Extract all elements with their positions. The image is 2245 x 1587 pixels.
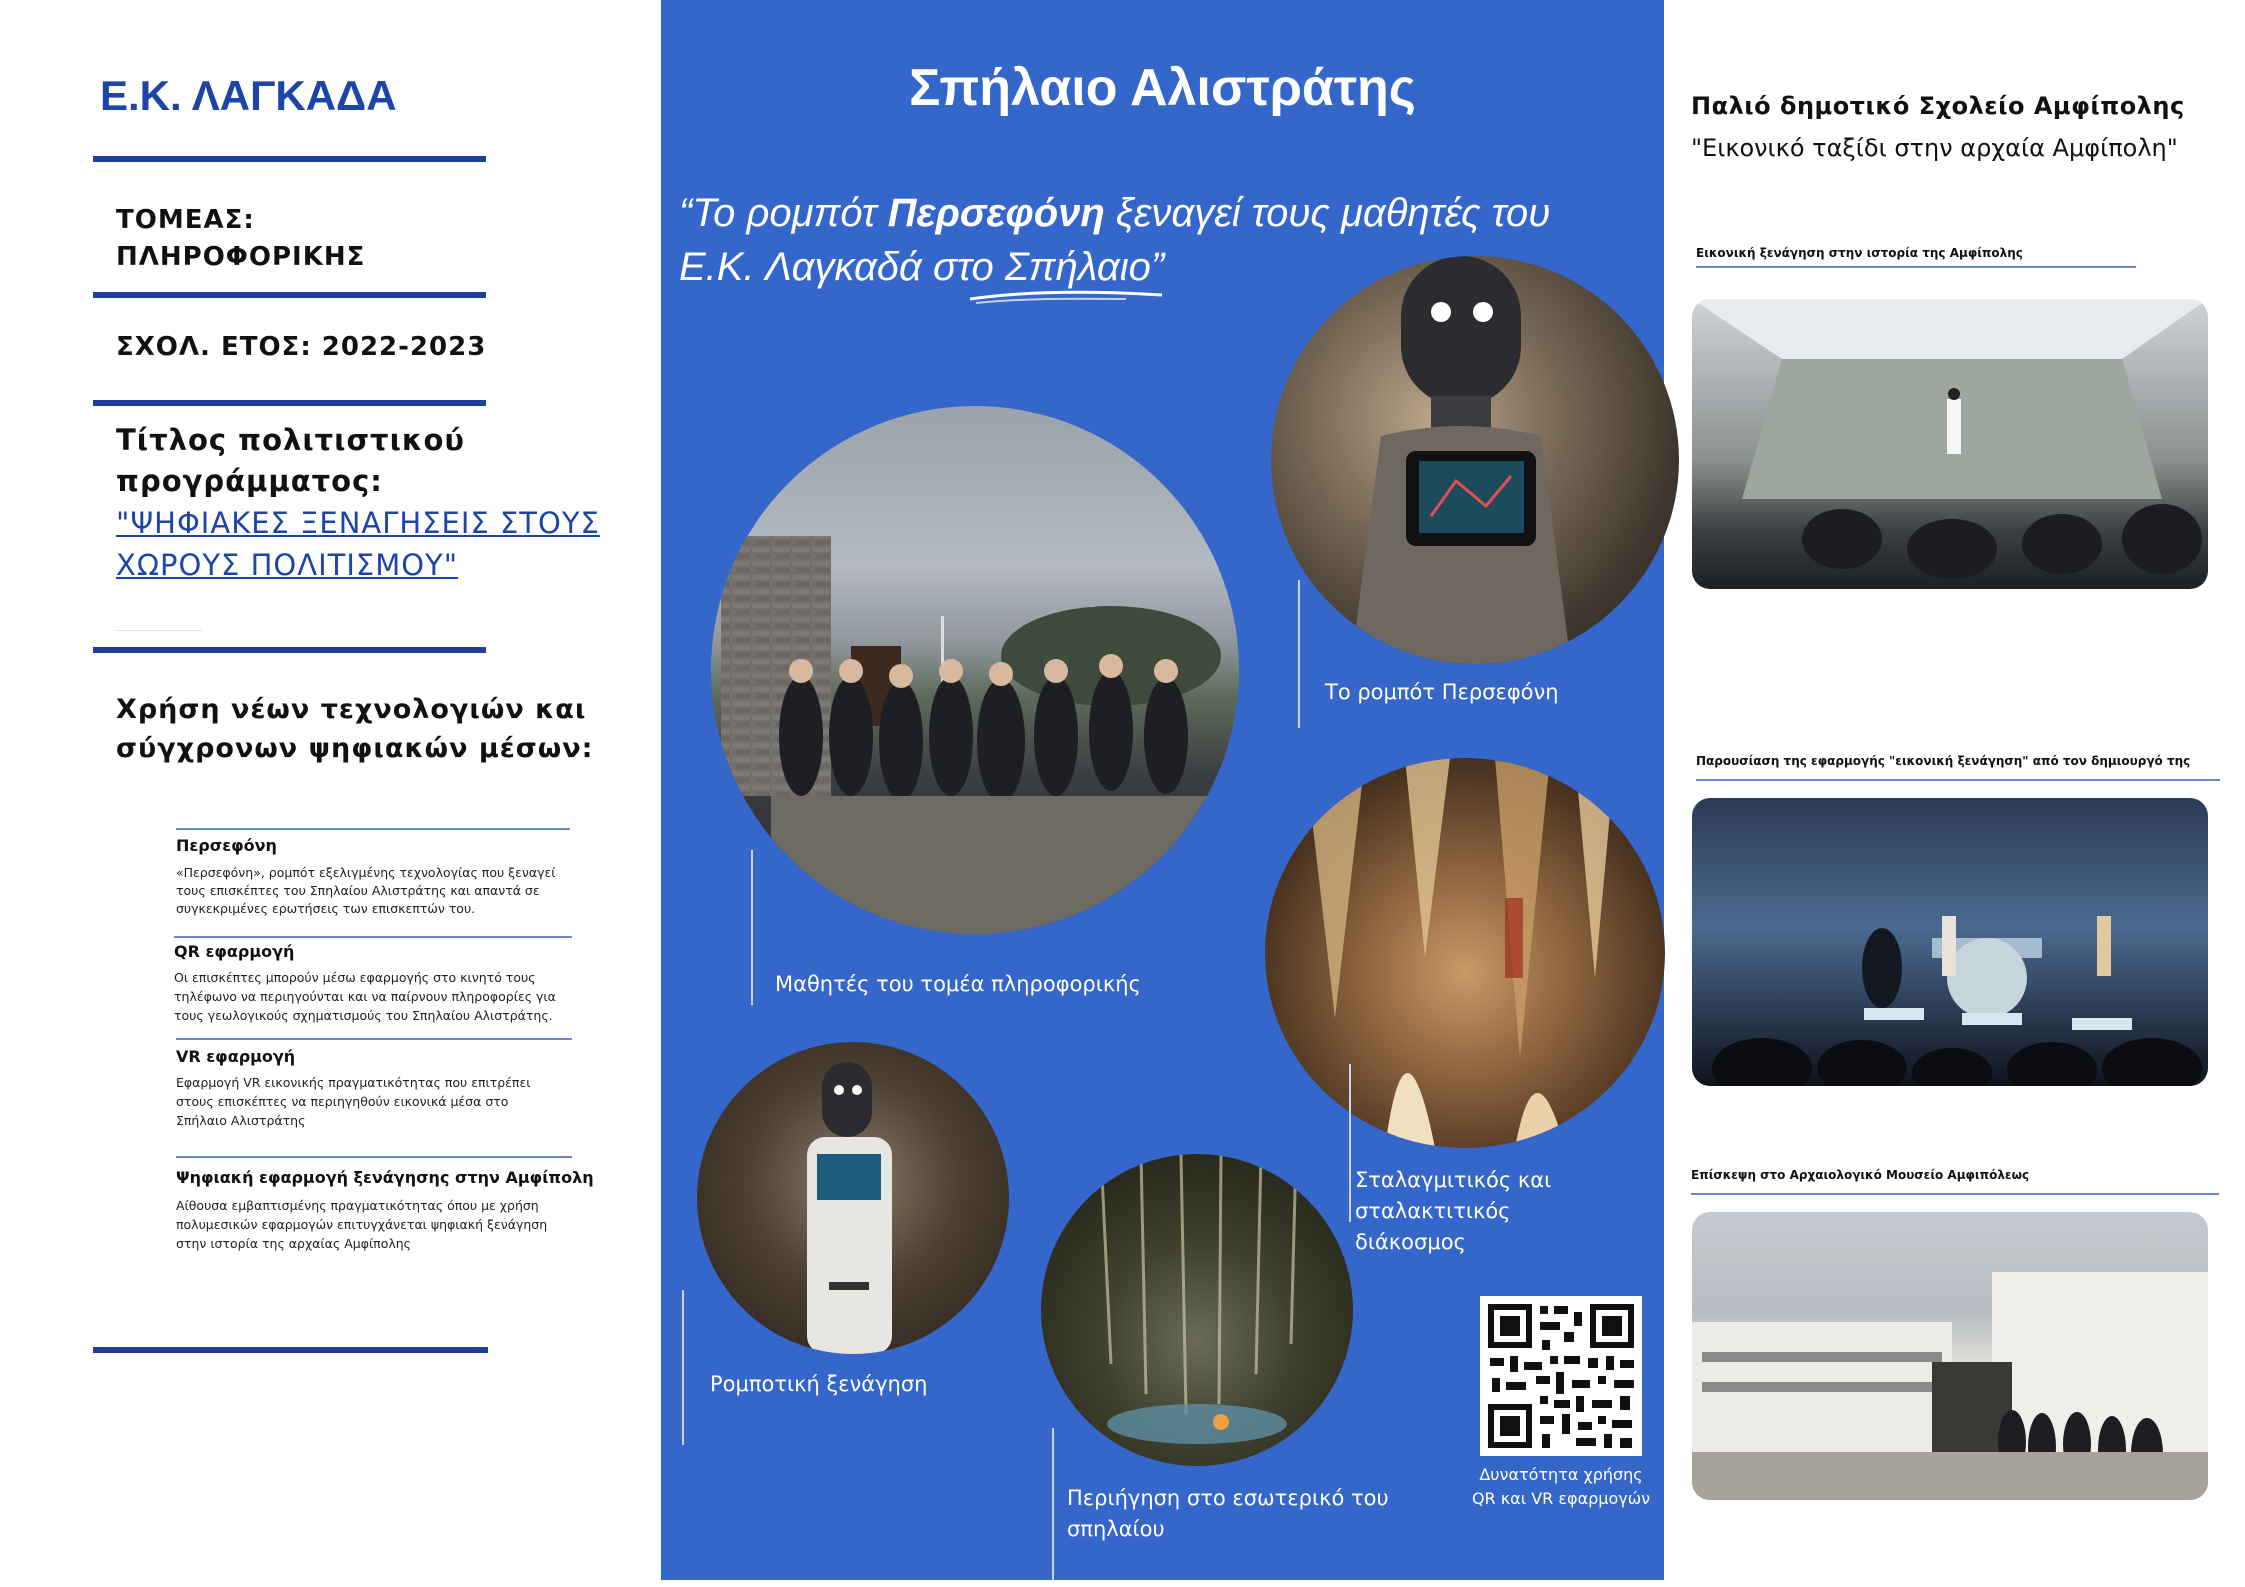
cave-interior-illustration: [1041, 1154, 1353, 1466]
virtual-tour-illustration: [1692, 299, 2208, 589]
left-column: [0, 0, 661, 1587]
caption-line: [682, 1290, 684, 1445]
stalactite-illustration: [1265, 758, 1665, 1148]
caption-line: [1349, 1064, 1351, 1222]
caption-line: [751, 850, 753, 1005]
students-illustration: [711, 406, 1239, 934]
item-amphipolis-desc: Αίθουσα εμβαπτισμένης πραγματικότητας όπου με χρήση πολυμεσικών εφαρμογών επιτυγχάνεται ψηφιακή ξενάγηση στην ιστορία της αρχαίας Αμφίπολης: [176, 1198, 548, 1251]
caption-underline: [1696, 266, 2136, 268]
robot-photo: [1271, 256, 1679, 664]
students-photo: [711, 406, 1239, 934]
caption-robot: Το ρομπότ Περσεφόνη: [1325, 680, 1559, 704]
caption-line: [1298, 580, 1300, 728]
photo3-caption: Επίσκεψη στο Αρχαιολογικό Μουσείο Αμφιπόλεως: [1691, 1168, 2030, 1182]
robotic-tour-photo: [697, 1042, 1009, 1354]
museum-photo: [1692, 1212, 2208, 1500]
robot-illustration: [1271, 256, 1679, 664]
tech-heading: Χρήση νέων τεχνολογιών και σύγχρονων ψηφιακών μέσων:: [116, 694, 594, 764]
photo1-caption: Εικονική ξενάγηση στην ιστορία της Αμφίπολης: [1696, 246, 2023, 260]
divider: [93, 1347, 488, 1353]
caption-qr: Δυνατότητα χρήσης QR και VR εφαρμογών: [1471, 1465, 1651, 1508]
qr-code-icon: [1480, 1296, 1642, 1456]
item-vr-title: VR εφαρμογή: [176, 1047, 296, 1066]
divider: [93, 292, 486, 298]
qr-code[interactable]: [1480, 1296, 1642, 1456]
stalactite-photo: [1265, 758, 1665, 1148]
divider: [93, 156, 486, 162]
presentation-photo: [1692, 798, 2208, 1086]
faint-line: [116, 630, 202, 631]
photo2-caption: Παρουσίαση της εφαρμογής "εικονική ξενάγηση" από τον δημιουργό της: [1696, 754, 2191, 768]
caption-robotic-tour: Ρομποτική ξενάγηση: [710, 1372, 928, 1396]
item-vr-desc: Εφαρμογή VR εικονικής πραγματικότητας που επιτρέπει στους επισκέπτες να περιηγηθούν εικονικά μέσα στο Σπήλαιο Αλιστράτης: [176, 1075, 531, 1128]
panel-title: Σπήλαιο Αλιστράτης: [909, 59, 1416, 117]
sector-label: ΤΟΜΕΑΣ: ΠΛΗΡΟΦΟΡΙΚΗΣ: [116, 205, 366, 272]
caption-students: Μαθητές του τομέα πληροφορικής: [775, 972, 1141, 996]
right-column: [1664, 0, 2245, 1587]
school-title: Ε.Κ. ΛΑΓΚΑΔΑ: [100, 72, 397, 119]
caption-line: [1052, 1428, 1054, 1580]
divider: [93, 647, 486, 653]
item-divider: [174, 936, 572, 938]
quote: “Το ρομπότ Περσεφόνη ξεναγεί τους μαθητές του Ε.Κ. Λαγκαδά στο Σπήλαιο”: [679, 191, 1551, 289]
program-name-link[interactable]: "ΨΗΦΙΑΚΕΣ ΞΕΝΑΓΗΣΕΙΣ ΣΤΟΥΣ ΧΩΡΟΥΣ ΠΟΛΙΤΙΣΜΟΥ": [116, 506, 600, 582]
item-divider: [176, 828, 570, 830]
amphipolis-title: Παλιό δημοτικό Σχολείο Αμφίπολης: [1691, 92, 2185, 120]
robotic-tour-illustration: [697, 1042, 1009, 1354]
amphipolis-subtitle: "Εικονικό ταξίδι στην αρχαία Αμφίπολη": [1691, 134, 2178, 162]
museum-illustration: [1692, 1212, 2208, 1500]
caption-decor: Σταλαγμιτικός και σταλακτιτικός διάκοσμος: [1355, 1168, 1552, 1254]
item-divider: [176, 1156, 572, 1158]
cave-interior-photo: [1041, 1154, 1353, 1466]
school-year: ΣΧΟΛ. ΕΤΟΣ: 2022-2023: [116, 332, 487, 362]
caption-cave-interior: Περιήγηση στο εσωτερικό του σπηλαίου: [1067, 1486, 1389, 1541]
item-persephone-title: Περσεφόνη: [176, 836, 277, 855]
presentation-illustration: [1692, 798, 2208, 1086]
item-amphipolis-title: Ψηφιακή εφαρμογή ξενάγησης στην Αμφίπολη: [176, 1168, 594, 1187]
virtual-tour-photo: [1692, 299, 2208, 589]
divider: [93, 400, 486, 406]
caption-underline: [1691, 1193, 2219, 1195]
item-qr-title: QR εφαρμογή: [174, 942, 295, 961]
item-divider: [176, 1038, 572, 1040]
underline-stroke: [966, 287, 1166, 307]
item-persephone-desc: «Περσεφόνη», ρομπότ εξελιγμένης τεχνολογίας που ξεναγεί τους επισκέπτες του Σπηλαίου Αλιστράτης και απαντά σε συγκεκριμένες ερωτήσεις των επισκεπτών του.: [176, 865, 556, 916]
item-qr-desc: Οι επισκέπτες μπορούν μέσω εφαρμογής στο κινητό τους τηλέφωνο να περιηγούνται και να παίρνουν πληροφορίες για τους γεωλογικούς σχηματισμούς του Σπηλαίου Αλιστράτης.: [174, 970, 556, 1023]
program-title: Τίτλος πολιτιστικού προγράμματος:: [116, 423, 465, 498]
caption-underline: [1696, 779, 2220, 781]
cave-panel: [661, 0, 1664, 1580]
